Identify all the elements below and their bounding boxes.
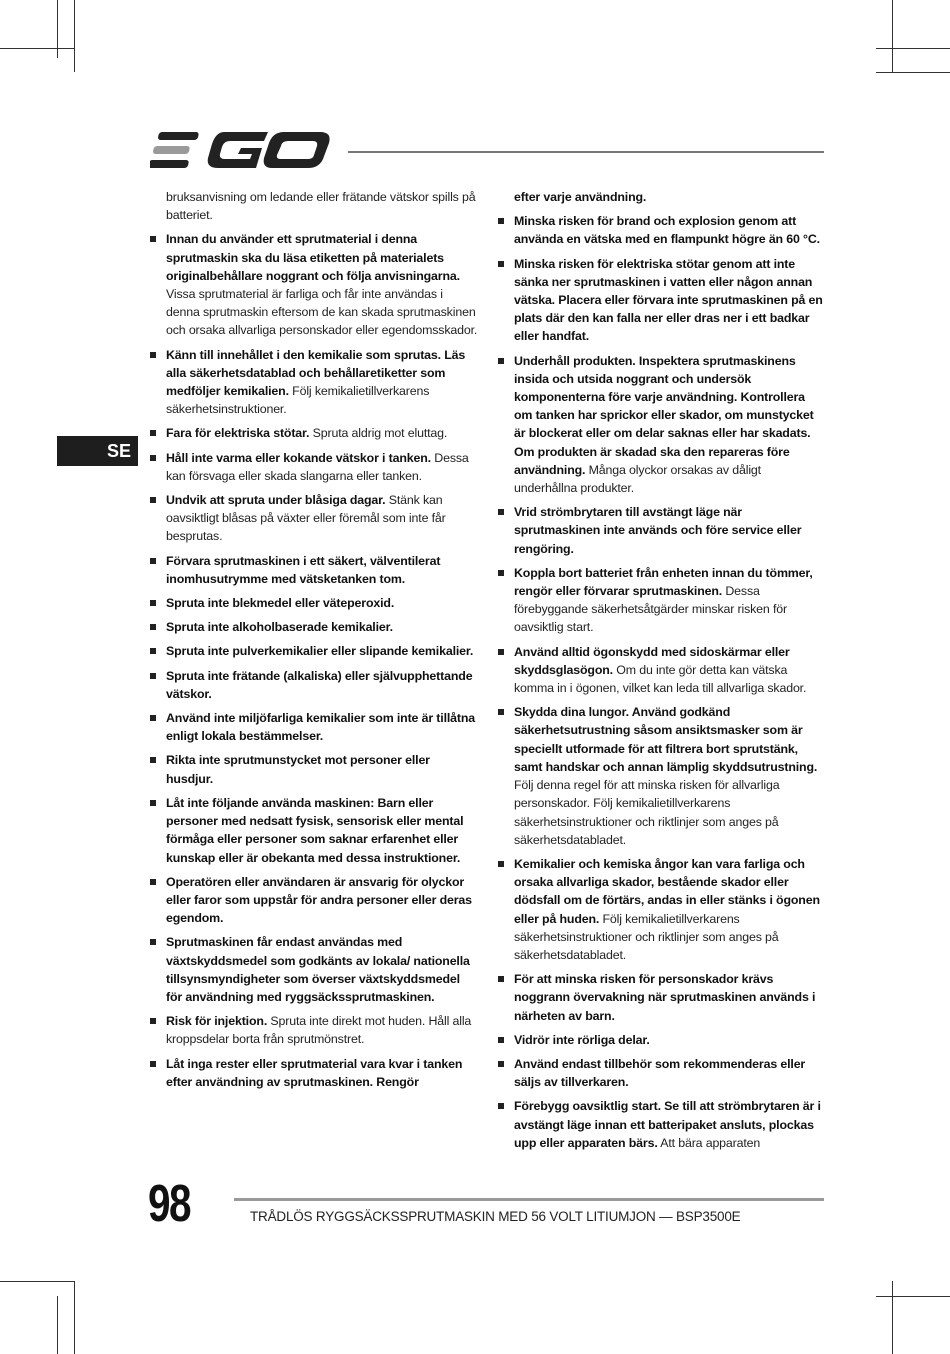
list-item xyxy=(498,503,826,558)
bullet-square-icon xyxy=(150,800,156,806)
item-text: Många olyckor orsakas av dåligt underhållna produkter. xyxy=(514,462,761,496)
item-bold-text: Förebygg oavsiktlig start. Se till att strömbrytaren är i avstängt läge innan ett batteripaket ansluts, plockas upp eller apparaten bärs. xyxy=(514,1099,821,1150)
bullet-square-icon xyxy=(150,558,156,564)
bullet-square-icon xyxy=(498,218,504,224)
item-bold-text: Känn till innehållet i den kemikalie som sprutas. Läs alla säkerhetsdatablad och behållaretiketter som medföljer kemikalien. xyxy=(166,347,466,399)
bullet-square-icon xyxy=(498,1037,504,1043)
item-text: bruksanvisning om ledande eller frätande vätskor spills på batteriet. xyxy=(166,190,476,223)
bullet-square-icon xyxy=(150,497,156,503)
item-bold-text: Använd inte miljöfarliga kemikalier som inte är tillåtna enligt lokala bestämmelser. xyxy=(166,711,476,744)
bullet-square-icon xyxy=(150,1061,156,1067)
item-text: Spruta aldrig mot eluttag. xyxy=(309,426,448,441)
crop-mark xyxy=(892,1281,893,1354)
item-text: Dessa kan försvaga eller skada slangarna eller tanken. xyxy=(166,450,469,483)
list-item xyxy=(498,970,826,1025)
crop-mark xyxy=(57,0,58,58)
crop-mark xyxy=(876,1296,950,1297)
item-text: Stänk kan oavsiktligt blåsas på växter eller föremål som inte får besprutas. xyxy=(166,493,446,544)
list-item xyxy=(150,642,478,660)
list-item xyxy=(498,855,826,964)
list-item xyxy=(498,643,826,698)
item-bold-text: Skydda dina lungor. Använd godkänd säkerhetsutrustning såsom ansiktsmasker som är speciellt utformade för att filtrera bort sprutstänk, samt handskar och annan lämplig skyddsutrustning. xyxy=(514,705,818,774)
language-tab-label: SE xyxy=(106,441,131,461)
item-bold-text: Spruta inte blekmedel eller väteperoxid. xyxy=(166,596,395,611)
crop-mark xyxy=(74,1281,75,1354)
item-bold-text: Spruta inte alkoholbaserade kemikalier. xyxy=(166,620,393,635)
list-item xyxy=(498,1055,826,1091)
list-item xyxy=(150,618,478,636)
bullet-square-icon xyxy=(498,1103,504,1109)
list-item xyxy=(498,1097,826,1152)
crop-mark xyxy=(0,48,74,49)
item-bold-text: Operatören eller användaren är ansvarig för olyckor eller faror som uppstår för andra personer eller deras egendom. xyxy=(166,874,472,926)
bullet-square-icon xyxy=(150,648,156,654)
item-bold-text: Spruta inte frätande (alkaliska) eller självupphettande vätskor. xyxy=(166,668,473,701)
item-bold-text: Använd alltid ögonskydd med sidoskärmar eller skyddsglasögon. xyxy=(514,644,790,677)
item-bold-text: Låt inga rester eller sprutmaterial vara kvar i tanken efter användning av sprutmaskinen. Rengör xyxy=(166,1056,463,1089)
bullet-square-icon xyxy=(498,509,504,515)
item-bold-text: Undvik att spruta under blåsiga dagar. xyxy=(166,493,386,508)
item-text: Följ kemikalietillverkarens säkerhetsinstruktioner och riktlinjer som anges på säkerhetsdatabladet. xyxy=(514,911,779,962)
item-bold-text: Koppla bort batteriet från enheten innan du tömmer, rengör eller förvarar sprutmaskinen. xyxy=(514,565,813,599)
crop-mark xyxy=(876,48,950,49)
bullet-square-icon xyxy=(498,1061,504,1067)
item-bold-text: Håll inte varma eller kokande vätskor i tanken. xyxy=(166,450,431,465)
list-item xyxy=(150,794,478,867)
footer-title: TRÅDLÖS RYGGSÄCKSSPRUTMASKIN MED 56 VOLT LITIUMJON — BSP3500E xyxy=(250,1209,741,1224)
item-text: Om du inte gör detta kan vätska komma in i ögonen, vilket kan leda till allvarliga skador. xyxy=(514,662,807,696)
list-item xyxy=(498,564,826,637)
item-bold-text: Vrid strömbrytaren till avstängt läge när sprutmaskinen inte används och före service eller rengöring. xyxy=(514,505,802,556)
crop-mark xyxy=(876,72,950,73)
right-column xyxy=(498,188,826,1158)
bullet-square-icon xyxy=(498,976,504,982)
item-bold-text: För att minska risken för personskador krävs noggrann övervakning när sprutmaskinen används i närheten av barn. xyxy=(514,972,816,1023)
bullet-square-icon xyxy=(150,673,156,679)
item-text: Dessa förebyggande säkerhetsåtgärder minskar risken för oavsiktlig start. xyxy=(514,584,787,635)
header-rule xyxy=(348,151,824,153)
list-item xyxy=(150,709,478,745)
list-item xyxy=(150,751,478,787)
list-item xyxy=(498,255,826,346)
item-bold-text: Sprutmaskinen får endast användas med växtskyddsmedel som godkänts av lokala/ nationella tillsynsmyndigheter som överser växtskyddsmedel för användning med ryggsäckssprutmaskinen. xyxy=(166,935,470,1004)
item-text: Spruta inte direkt mot huden. Håll alla kroppsdelar borta från sprutmönstret. xyxy=(166,1014,472,1047)
page-number: 98 xyxy=(148,1175,190,1233)
list-item xyxy=(150,552,478,588)
crop-mark xyxy=(0,1281,74,1282)
crop-mark xyxy=(74,0,75,72)
item-bold-text: Använd endast tillbehör som rekommenderas eller säljs av tillverkaren. xyxy=(514,1056,806,1090)
item-bold-text: Rikta inte sprutmunstycket mot personer eller husdjur. xyxy=(166,753,430,786)
list-item xyxy=(150,188,478,224)
list-item xyxy=(150,594,478,612)
list-item xyxy=(150,873,478,928)
bullet-square-icon xyxy=(150,236,156,242)
list-item xyxy=(498,352,826,498)
bullet-square-icon xyxy=(150,879,156,885)
bullet-square-icon xyxy=(150,430,156,436)
list-item xyxy=(150,449,478,485)
bullet-square-icon xyxy=(150,455,156,461)
item-text: Att bära apparaten xyxy=(657,1135,761,1150)
bullet-square-icon xyxy=(498,358,504,364)
ego-logo xyxy=(150,128,332,172)
bullet-square-icon xyxy=(498,570,504,576)
item-bold-text: Fara för elektriska stötar. xyxy=(166,426,310,441)
bullet-square-icon xyxy=(150,624,156,630)
list-item xyxy=(498,703,826,849)
item-bold-text: Minska risken för brand och explosion genom att använda en vätska med en flampunkt högre än 60 °C. xyxy=(514,214,820,247)
item-text: Vissa sprutmaterial är farliga och får inte användas i denna sprutmaskin eftersom de kan skada sprutmaskinen och orsaka allvarliga personskador eller egendomsskador. xyxy=(166,287,478,338)
item-bold-text: Spruta inte pulverkemikalier eller slipande kemikalier. xyxy=(166,644,474,659)
crop-mark xyxy=(892,0,893,72)
bullet-square-icon xyxy=(498,709,504,715)
list-item xyxy=(150,1012,478,1048)
bullet-square-icon xyxy=(498,649,504,655)
item-bold-text: Innan du använder ett sprutmaterial i denna sprutmaskin ska du läsa etiketten på materialets originalbehållare noggrant och följa anvisningarna. xyxy=(166,232,460,283)
left-column xyxy=(150,188,478,1097)
item-text: Följ denna regel för att minska risken för allvarliga personskador. Följ kemikalietillverkarens säkerhetsinstruktioner och riktlinjer som anges på säkerhetsdatabladet. xyxy=(514,778,780,847)
bullet-square-icon xyxy=(150,600,156,606)
item-bold-text: Underhåll produkten. Inspektera sprutmaskinens insida och utsida noggrant och undersök komponenterna före varje användning. Kontrollera om tanken har sprickor eller skador, om munstycket är blockerat eller om delar saknas eller har skadats. Om produkten är skadad ska den repareras före användning. xyxy=(514,353,814,477)
crop-mark xyxy=(57,1296,58,1354)
language-tab xyxy=(57,436,138,466)
item-bold-text: Låt inte följande använda maskinen: Barn eller personer med nedsatt fysisk, sensorisk eller mental förmåga eller personer som saknar erfarenhet eller kunskap eller är obekanta med dessa instruktioner. xyxy=(166,795,464,865)
list-item xyxy=(498,188,826,206)
item-bold-text: efter varje användning. xyxy=(514,190,647,204)
list-item xyxy=(150,1055,478,1091)
list-item xyxy=(498,212,826,248)
bullet-square-icon xyxy=(150,715,156,721)
item-bold-text: Vidrör inte rörliga delar. xyxy=(514,1032,650,1047)
item-text: Följ kemikalietillverkarens säkerhetsinstruktioner. xyxy=(166,384,430,417)
bullet-square-icon xyxy=(150,757,156,763)
bullet-square-icon xyxy=(150,352,156,358)
bullet-square-icon xyxy=(498,261,504,267)
list-item xyxy=(150,933,478,1006)
footer-rule xyxy=(234,1198,824,1201)
item-bold-text: Risk för injektion. xyxy=(166,1014,268,1029)
bullet-square-icon xyxy=(150,1018,156,1024)
list-item xyxy=(150,424,478,442)
item-bold-text: Kemikalier och kemiska ångor kan vara farliga och orsaka allvarliga skador, bestående skador eller dödsfall om de förtärs, andas in eller stänks i ögonen eller på huden. xyxy=(514,856,820,926)
bullet-square-icon xyxy=(498,861,504,867)
list-item xyxy=(150,230,478,339)
item-bold-text: Minska risken för elektriska stötar genom att inte sänka ner sprutmaskinen i vatten eller någon annan vätska. Placera eller förvara inte sprutmaskinen på en plats där den kan falla ner eller dras ner i ett badkar eller handfat. xyxy=(514,256,823,344)
item-bold-text: Förvara sprutmaskinen i ett säkert, välventilerat inomhusutrymme med vätsketanken tom. xyxy=(166,553,441,586)
list-item xyxy=(150,667,478,703)
bullet-square-icon xyxy=(150,939,156,945)
list-item xyxy=(150,491,478,546)
list-item xyxy=(150,346,478,419)
list-item xyxy=(498,1031,826,1049)
